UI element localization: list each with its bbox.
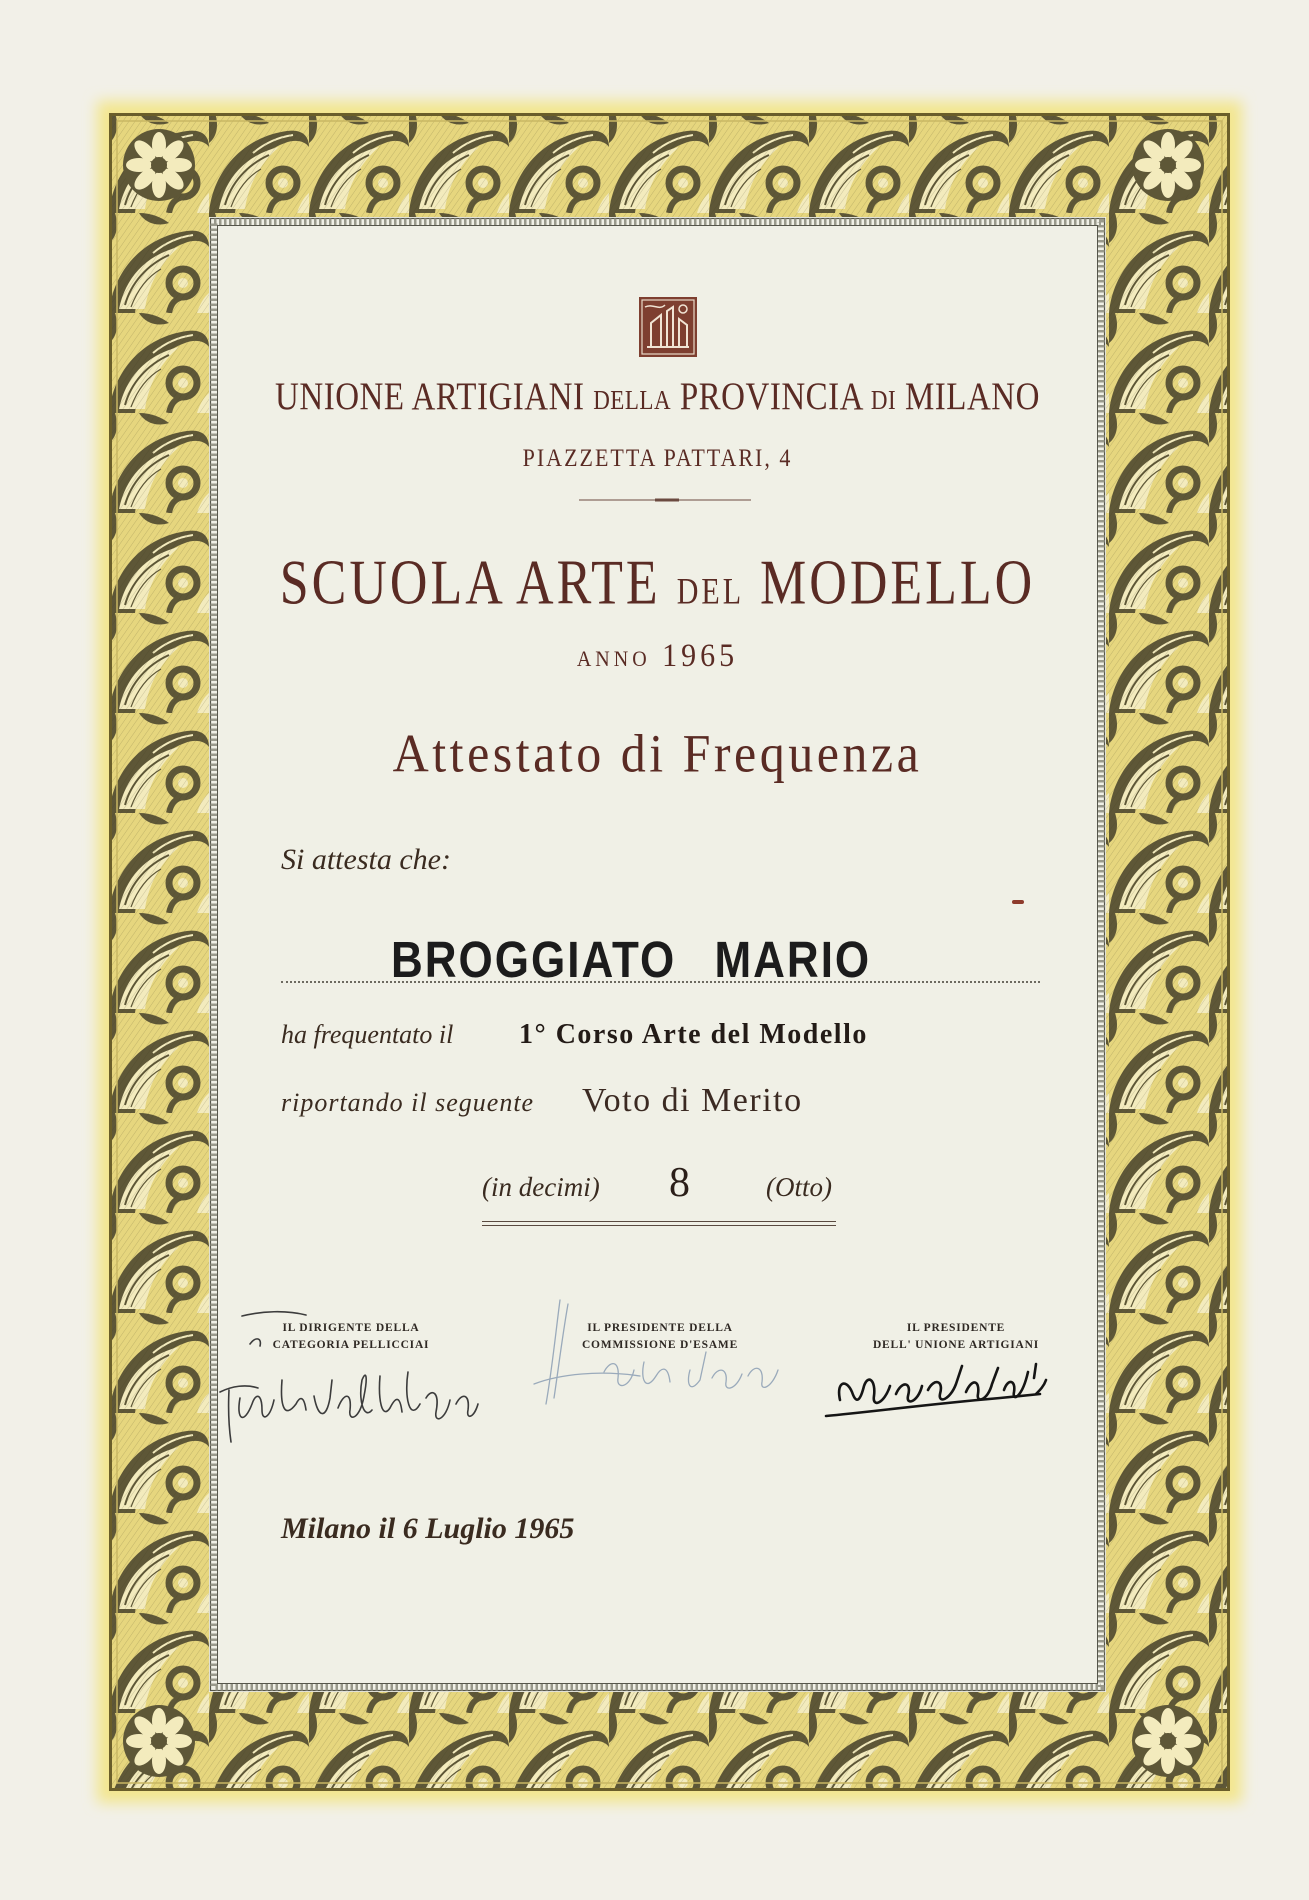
signatory-title-line-2: CATEGORIA PELLICCIAI xyxy=(272,1339,430,1351)
org-name-part-2: DELLA xyxy=(593,384,672,415)
signatory-commission-president-label xyxy=(550,1320,770,1354)
place-and-date: Milano il 6 Luglio 1965 xyxy=(281,1512,575,1545)
grade-scale: (in decimi) xyxy=(482,1172,600,1202)
organization-name xyxy=(209,375,1106,419)
school-name-part-1: SCUOLA ARTE xyxy=(279,548,661,619)
grade-double-underline xyxy=(482,1221,836,1226)
org-name-part-4: DI xyxy=(870,384,897,415)
signatory-title-line-1: IL DIRIGENTE DELLA xyxy=(282,1322,420,1334)
school-name-part-2: DEL xyxy=(676,571,745,613)
course-line xyxy=(281,1021,868,1049)
certificate-title: Attestato di Frequenza xyxy=(392,722,923,784)
grade-value-line xyxy=(482,1162,832,1204)
signatory-union-president-label xyxy=(846,1320,1066,1354)
school-emblem-icon xyxy=(639,297,697,357)
recipient-dotted-line xyxy=(281,981,1040,983)
org-name-part-3: PROVINCIA xyxy=(679,375,863,419)
grade-prefix: riportando il seguente xyxy=(281,1088,535,1117)
attended-prefix: ha frequentato il xyxy=(281,1020,454,1049)
school-year xyxy=(209,637,1106,674)
signatory-title-line-2: DELL' UNIONE ARTIGIANI xyxy=(872,1339,1040,1351)
year-value: 1965 xyxy=(662,637,739,674)
grade-label: Voto di Merito xyxy=(582,1082,803,1119)
intro-text: Si attesta che: xyxy=(281,843,451,876)
year-label: ANNO xyxy=(576,647,651,672)
organization-address: PIAZZETTA PATTARI, 4 xyxy=(522,443,793,472)
signatory-title-line-2: COMMISSIONE D'ESAME xyxy=(581,1339,739,1351)
signatory-title-line-1: IL PRESIDENTE DELLA xyxy=(587,1322,733,1334)
school-name-part-3: MODELLO xyxy=(760,548,1036,619)
header-divider xyxy=(579,497,751,503)
org-name-part-5: MILANO xyxy=(904,375,1040,419)
signatory-title-line-1: IL PRESIDENTE xyxy=(906,1322,1006,1334)
school-name xyxy=(209,548,1106,619)
course-name: 1° Corso Arte del Modello xyxy=(519,1019,868,1050)
grade-line xyxy=(281,1084,803,1118)
org-name-part-1: UNIONE ARTIGIANI xyxy=(275,375,585,419)
recipient-name: BROGGIATO MARIO xyxy=(391,932,872,989)
signatory-dirigente-label xyxy=(241,1320,461,1354)
grade-words: (Otto) xyxy=(766,1172,832,1202)
grade-value: 8 xyxy=(669,1160,690,1206)
ink-mark xyxy=(1012,900,1024,904)
